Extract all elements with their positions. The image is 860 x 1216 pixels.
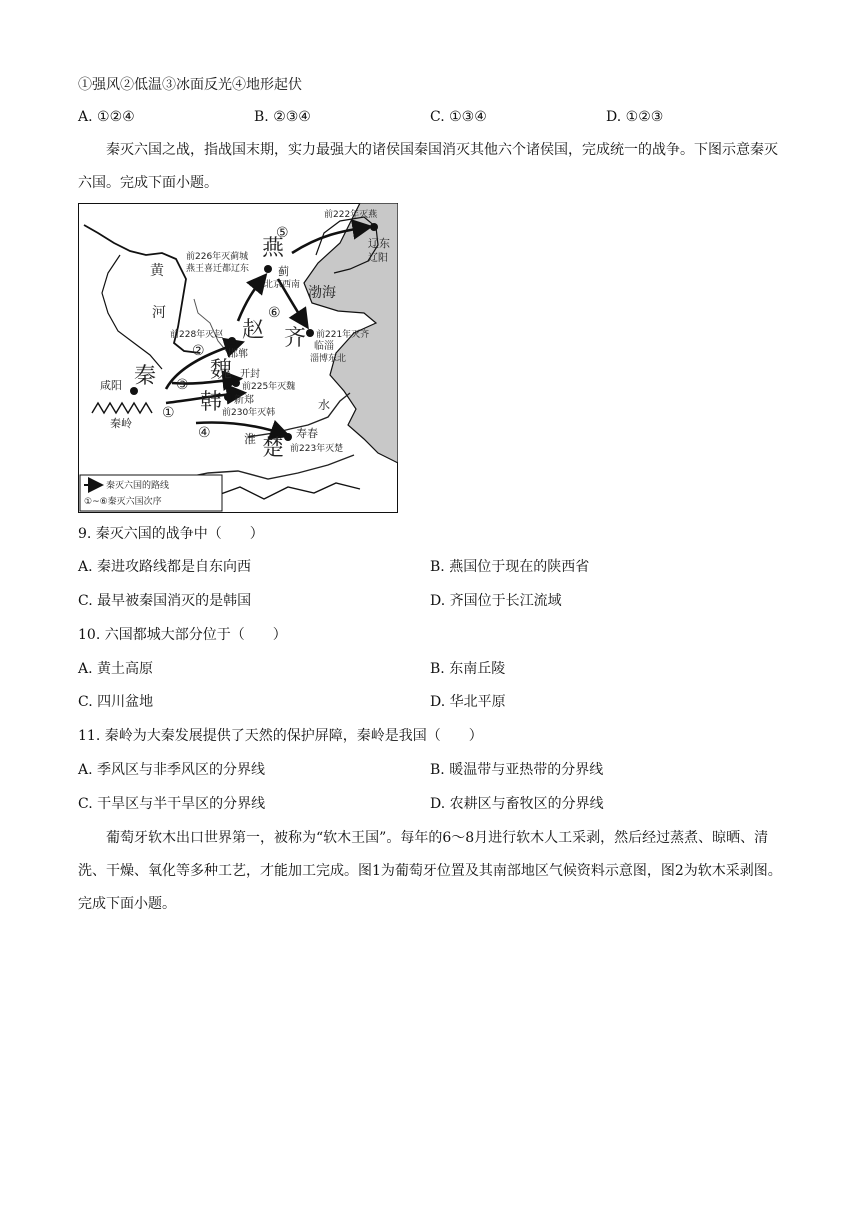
state-wei: 魏 [210,358,233,383]
order-4: ④ [198,425,211,441]
order-5: ⑤ [276,225,289,241]
order-2: ② [192,343,205,359]
option-text: 华北平原 [449,694,506,710]
label-shouchun: 寿春 [296,427,318,440]
option-text: 最早被秦国消灭的是韩国 [97,593,252,609]
q9-stem: 9. 秦灭六国的战争中（ ） [78,526,264,542]
state-zhao: 赵 [242,318,265,343]
legend-sequence: ①~⑥秦灭六国次序 [84,497,162,507]
label-ji: 蓟 [278,265,289,278]
label-xinzheng: 新郑 [234,395,254,406]
linzi-city [306,329,314,337]
option-letter: D. [430,796,446,812]
option-letter: A. [78,661,93,677]
option-letter: B. [430,661,445,677]
order-6: ⑥ [268,305,281,321]
option-letter: D. [430,694,446,710]
option-text: 干旱区与半干旱区的分界线 [97,796,266,812]
option-letter: D. [606,109,622,125]
option-text: 秦进攻路线都是自东向西 [97,559,252,575]
q11-stem: 11. 秦岭为大秦发展提供了天然的保护屏障，秦岭是我国（ ） [78,728,483,744]
xinzheng-city [224,393,232,401]
q11-option-d [430,795,604,813]
q10-option-d [430,693,506,711]
option-text: 农耕区与畜牧区的分界线 [449,796,604,812]
kaifeng-city [232,379,240,387]
liaoyang-city [370,223,378,231]
q8-option-d [606,108,663,126]
label-huang: 黄 [150,263,164,279]
legend-route: 秦灭六国的路线 [106,481,170,491]
state-qin: 秦 [134,364,157,389]
option-letter: B. [254,109,269,125]
order-1: ① [162,405,175,421]
q9-option-c [78,592,251,610]
option-letter: C. [78,694,93,710]
q10-option-b [430,660,505,678]
state-han: 韩 [200,390,223,415]
order-3: ③ [176,377,189,393]
label-linzi: 临淄 [314,341,334,352]
label-xianyang: 咸阳 [100,379,122,392]
q9-option-d [430,592,562,610]
option-text: 黄土高原 [97,661,154,677]
shouchun-city [284,433,292,441]
event-zhao-228: 前228年灭赵 [170,330,224,340]
option-text: 暖温带与亚热带的分界线 [449,762,604,778]
q11-option-a [78,761,265,779]
option-letter: B. [430,762,445,778]
event-yan-222: 前222年灭燕 [324,210,378,220]
intro-portugal-paragraph: 葡萄牙软木出口世界第一，被称为“软木王国”。每年的6～8月进行软木人工采剥，然后经过蒸煮、晾晒、清洗、干燥、氧化等多种工艺，才能加工完成。图1为葡萄牙位置及其南部地区气候资料示意图，图2为软木采剥图。完成下面小题。 [78,830,782,912]
label-he: 河 [152,305,166,321]
handan-city [228,337,236,345]
event-chu-223: 前223年灭楚 [290,444,344,454]
label-kaifeng: 开封 [240,369,260,380]
option-text: 季风区与非季风区的分界线 [97,762,266,778]
label-shui: 水 [318,398,331,412]
option-text: ①③④ [449,109,487,125]
ji-city [264,265,272,273]
label-huai: 淮 [244,432,257,446]
option-letter: B. [430,559,445,575]
label-qinling: 秦岭 [110,417,132,430]
option-text: 四川盆地 [97,694,154,710]
option-letter: C. [430,109,445,125]
option-text: 燕国位于现在的陕西省 [449,559,590,575]
label-liaoyang: 辽阳 [368,253,388,264]
option-text: ①②④ [97,109,135,125]
option-letter: C. [78,796,93,812]
intro-qin-paragraph: 秦灭六国之战，指战国末期，实力最强大的诸侯国秦国消灭其他六个诸侯国，完成统一的战争。下图示意秦灭六国。完成下面小题。 [78,142,778,191]
q10-option-a [78,660,153,678]
option-letter: A. [78,109,93,125]
label-zibo: 淄博东北 [310,354,347,364]
event-yan-move: 燕王喜迁都辽东 [186,264,250,274]
option-letter: C. [78,593,93,609]
label-liaodong: 辽东 [368,237,390,250]
event-qi-221: 前221年灭齐 [316,330,370,340]
option-text: 东南丘陵 [449,661,506,677]
q10-stem: 10. 六国都城大部分位于（ ） [78,627,287,643]
q8-factors: ①强风②低温③冰面反光④地形起伏 [78,77,302,93]
option-text: 齐国位于长江流域 [449,593,562,609]
state-qi: 齐 [284,326,307,351]
label-beijing: 北京西南 [264,280,301,290]
event-wei-225: 前225年灭魏 [242,382,296,392]
q8-option-a [78,108,135,126]
option-letter: A. [78,762,93,778]
q8-option-b [254,108,311,126]
q11-option-b [430,761,603,779]
q8-option-c [430,108,487,126]
q9-option-b [430,558,589,576]
option-text: ②③④ [273,109,311,125]
event-ji-226: 前226年灭蓟城 [186,252,249,262]
state-yan: 燕 [262,236,285,261]
q11-option-c [78,795,265,813]
option-letter: A. [78,559,93,575]
event-han-230: 前230年灭韩 [222,408,276,418]
q10-option-c [78,693,153,711]
label-handan: 邯郸 [228,349,248,360]
qin-unification-map [78,203,398,513]
q9-option-a [78,558,251,576]
option-letter: D. [430,593,446,609]
state-chu: 楚 [262,436,285,461]
label-bohai: 渤海 [308,285,336,301]
option-text: ①②③ [625,109,664,125]
